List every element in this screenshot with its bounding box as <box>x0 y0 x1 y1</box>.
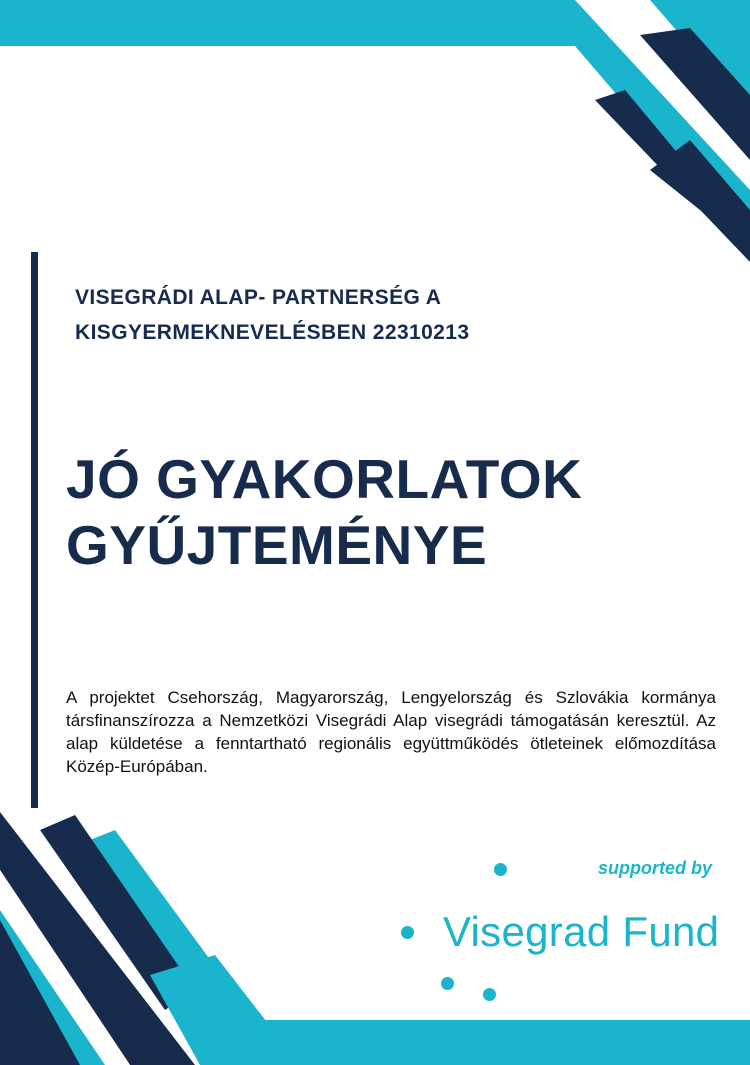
project-subtitle <box>75 280 635 350</box>
logo-dot-icon <box>483 988 496 1001</box>
title-line-2: GYŰJTEMÉNYE <box>66 514 488 576</box>
accent-vertical-line <box>31 252 38 808</box>
subtitle-line-1: VISEGRÁDI ALAP- PARTNERSÉG A <box>75 286 442 309</box>
document-title <box>66 446 726 578</box>
top-cyan-band <box>0 0 575 46</box>
title-line-1: JÓ GYAKORLATOK <box>66 448 583 510</box>
logo-dot-icon <box>441 977 454 990</box>
fund-name-label: Visegrad Fund <box>443 908 720 955</box>
logo-dot-icon <box>401 926 414 939</box>
project-description: A projektet Csehország, Magyarország, Lengyelország és Szlovákia kormánya társfinanszírozza a Nemzetközi Visegrádi Alap visegrádi támogatásán keresztül. Az alap küldetése a fenntartható regionális együttműködés ötleteinek előmozdítása Közép-Európában. <box>66 688 716 776</box>
bottom-navy-strip <box>200 1035 750 1065</box>
subtitle-line-2: KISGYERMEKNEVELÉSBEN 22310213 <box>75 321 470 344</box>
supported-by-label: supported by <box>597 858 712 878</box>
logo-dot-icon <box>494 863 507 876</box>
